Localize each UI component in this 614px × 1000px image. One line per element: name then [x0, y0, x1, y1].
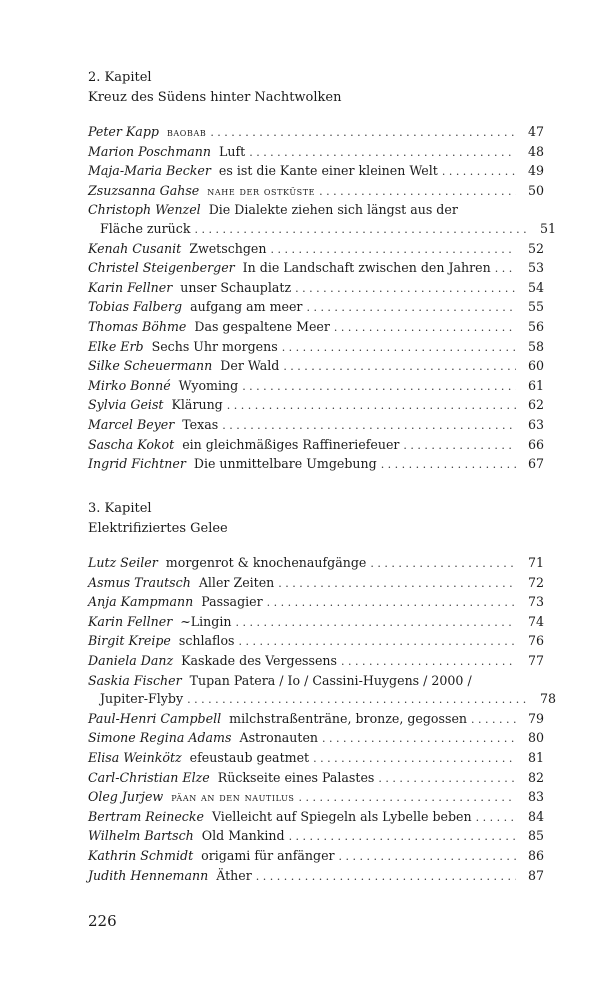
entry-title: Kaskade des Vergessens — [181, 652, 337, 668]
entry-title: Zwetschgen — [189, 240, 267, 256]
entry-title: Aller Zeiten — [198, 574, 275, 590]
entry-author: Asmus Trautsch — [88, 574, 191, 590]
toc-entry — [88, 240, 544, 260]
entry-line — [88, 123, 544, 143]
dot-leader — [381, 456, 516, 475]
toc-entry — [88, 632, 544, 652]
toc-entry — [88, 710, 544, 730]
entry-author: Anja Kampmann — [88, 594, 194, 610]
entry-page-number: 78 — [539, 691, 556, 707]
entry-title: Die Dialekte ziehen sich längst aus der — [208, 202, 458, 218]
dot-leader — [283, 358, 516, 377]
toc-entry — [88, 318, 544, 338]
entry-page-number: 49 — [527, 163, 544, 179]
entry-page-number: 54 — [527, 279, 544, 295]
entry-line — [88, 574, 544, 594]
dot-leader — [242, 378, 516, 397]
entry-title: Passagier — [201, 594, 263, 610]
dot-leader — [236, 614, 517, 633]
entry-author: Birgit Kreipe — [88, 633, 171, 649]
entry-author: Sascha Kokot — [88, 436, 175, 452]
toc-entry — [88, 593, 544, 613]
entry-title: Rückseite eines Palastes — [217, 769, 375, 785]
entry-author: Elisa Weinkötz — [88, 749, 182, 765]
entry-title: Das gespaltene Meer — [194, 318, 330, 334]
entry-author: Maja-Maria Becker — [88, 163, 211, 179]
entry-title: Texas — [182, 416, 219, 432]
toc-entry — [88, 455, 544, 475]
dot-leader — [210, 124, 516, 143]
entry-page-number: 48 — [527, 143, 544, 159]
toc-entry — [88, 182, 544, 202]
entry-line — [88, 298, 544, 318]
entry-line — [88, 867, 544, 887]
entry-title: es ist die Kante einer kleinen Welt — [218, 163, 438, 179]
toc-entry — [88, 259, 544, 279]
dot-leader — [256, 868, 516, 887]
entry-page-number: 77 — [527, 652, 544, 668]
entry-author: Oleg Jurjew — [88, 789, 164, 805]
dot-leader — [194, 221, 528, 240]
entry-title: Klärung — [171, 397, 223, 413]
entry-line — [88, 436, 544, 456]
chapter-label: 3. Kapitel — [88, 501, 152, 516]
toc-entry — [88, 613, 544, 633]
entry-line — [88, 749, 544, 769]
toc-entry — [88, 729, 544, 749]
entry-page-number: 71 — [527, 555, 544, 570]
toc-entry — [88, 749, 544, 769]
entry-author: Carl-Christian Elze — [88, 769, 210, 785]
dot-leader — [313, 750, 516, 769]
entry-title: Tupan Patera / Io / Cassini-Huygens / 2000 / — [189, 672, 472, 688]
entry-title: Die unmittelbare Umgebung — [193, 456, 377, 472]
dot-leader — [222, 417, 516, 436]
toc-entry — [88, 143, 544, 163]
dot-leader — [278, 575, 516, 594]
entry-title: ~Lingin — [180, 613, 232, 629]
toc-entry — [88, 298, 544, 318]
dot-leader — [370, 555, 516, 574]
dot-leader — [270, 241, 516, 260]
entry-line — [88, 220, 556, 240]
entry-page-number: 47 — [527, 124, 544, 139]
entry-title-continued: Fläche zurück — [100, 220, 191, 236]
entry-author: Marion Poschmann — [88, 143, 211, 159]
toc-entry — [88, 357, 544, 377]
toc-entry — [88, 808, 544, 828]
entry-title: Wyoming — [178, 377, 239, 393]
entry-page-number: 76 — [527, 633, 544, 649]
entry-line — [88, 357, 544, 377]
entry-title: unser Schauplatz — [180, 279, 292, 295]
entry-title: nahe der ostküste — [207, 183, 316, 198]
toc-entry — [88, 396, 544, 416]
entry-page-number: 79 — [527, 710, 544, 726]
entry-author: Karin Fellner — [88, 279, 173, 295]
toc-entry — [88, 672, 556, 710]
entry-line — [88, 240, 544, 260]
entry-line — [88, 672, 544, 691]
entry-page-number: 87 — [527, 867, 544, 883]
chapter-entries — [88, 123, 556, 475]
entry-line — [88, 279, 544, 299]
entry-page-number: 53 — [527, 260, 544, 276]
entry-author: Simone Regina Adams — [88, 730, 232, 746]
entry-page-number: 62 — [527, 397, 544, 413]
entry-author: Karin Fellner — [88, 613, 173, 629]
dot-leader — [442, 163, 516, 182]
chapter-2 — [88, 68, 556, 472]
chapter-3 — [88, 499, 556, 883]
entry-author: Judith Hennemann — [88, 867, 209, 883]
toc-entry — [88, 788, 544, 808]
chapter-entries — [88, 554, 556, 886]
dot-leader — [341, 653, 516, 672]
entry-page-number: 86 — [527, 847, 544, 863]
entry-title: In die Landschaft zwischen den Jahren — [242, 260, 491, 276]
entry-page-number: 82 — [527, 769, 544, 785]
entry-page-number: 66 — [527, 436, 544, 452]
entry-line — [88, 827, 544, 847]
dot-leader — [476, 809, 516, 828]
entry-title: milchstraßenträne, bronze, gegossen — [229, 710, 468, 726]
entry-title: päan an den nautilus — [171, 790, 295, 805]
entry-page-number: 74 — [527, 613, 544, 629]
dot-leader — [282, 339, 516, 358]
toc-entry — [88, 162, 544, 182]
dot-leader — [339, 848, 516, 867]
entry-title: Der Wald — [220, 358, 280, 374]
entry-line — [88, 652, 544, 672]
dot-leader — [227, 397, 516, 416]
entry-title: Äther — [216, 867, 252, 883]
entry-page-number: 73 — [527, 594, 544, 610]
entry-line — [88, 338, 544, 358]
entry-line — [88, 143, 544, 163]
toc-entry — [88, 827, 544, 847]
toc-entry — [88, 769, 544, 789]
entry-author: Daniela Danz — [88, 652, 174, 668]
entry-line — [88, 788, 544, 808]
entry-title: Astronauten — [239, 730, 319, 746]
entry-line — [88, 769, 544, 789]
entry-line — [88, 396, 544, 416]
entry-author: Lutz Seiler — [88, 555, 158, 570]
entry-page-number: 58 — [527, 338, 544, 354]
toc-entry — [88, 377, 544, 397]
entry-line — [88, 632, 544, 652]
toc-entry — [88, 123, 544, 143]
entry-page-number: 67 — [527, 456, 544, 472]
dot-leader — [319, 183, 516, 202]
toc-entry — [88, 338, 544, 358]
entry-line — [88, 162, 544, 182]
dot-leader — [471, 711, 516, 730]
entry-line — [88, 613, 544, 633]
entry-line — [88, 593, 544, 613]
toc-entry — [88, 652, 544, 672]
entry-author: Kathrin Schmidt — [88, 847, 194, 863]
entry-title: morgenrot & knochenaufgänge — [165, 555, 367, 570]
entry-title: aufgang am meer — [190, 299, 303, 315]
entry-page-number: 60 — [527, 358, 544, 374]
entry-page-number: 55 — [527, 299, 544, 315]
entry-line — [88, 455, 544, 475]
entry-line — [88, 729, 544, 749]
entry-page-number: 72 — [527, 574, 544, 590]
entry-author: Bertram Reinecke — [88, 808, 204, 824]
entry-author: Wilhelm Bartsch — [88, 828, 194, 844]
entry-line — [88, 201, 544, 220]
toc-entry — [88, 416, 544, 436]
entry-page-number: 56 — [527, 318, 544, 334]
entry-author: Christoph Wenzel — [88, 202, 201, 218]
entry-author: Silke Scheuermann — [88, 358, 213, 374]
toc-entry — [88, 201, 556, 239]
dot-leader — [334, 319, 516, 338]
entry-line — [88, 182, 544, 202]
entry-page-number: 81 — [527, 749, 544, 765]
entry-author: Paul-Henri Campbell — [88, 710, 222, 726]
entry-page-number: 50 — [527, 182, 544, 198]
entry-title: origami für anfänger — [201, 847, 335, 863]
entry-author: Zsuzsanna Gahse — [88, 182, 200, 198]
toc-entry — [88, 847, 544, 867]
entry-line — [88, 259, 544, 279]
entry-title: Old Mankind — [201, 828, 285, 844]
toc-entry — [88, 867, 544, 887]
entry-author: Sylvia Geist — [88, 397, 164, 413]
entry-title: Luft — [219, 143, 246, 159]
entry-title: Vielleicht auf Spiegeln als Lybelle beben — [211, 808, 472, 824]
entry-line — [88, 847, 544, 867]
entry-title: Sechs Uhr morgens — [151, 338, 278, 354]
entry-page-number: 51 — [539, 220, 556, 236]
dot-leader — [267, 594, 516, 613]
entry-author: Christel Steigenberger — [88, 260, 235, 276]
entry-line — [88, 318, 544, 338]
chapter-subtitle: Kreuz des Südens hinter Nachtwolken — [88, 90, 342, 105]
entry-line — [88, 690, 556, 710]
entry-page-number: 83 — [527, 789, 544, 805]
chapter-label: 2. Kapitel — [88, 70, 152, 85]
dot-leader — [378, 770, 516, 789]
entry-title: baobab — [166, 125, 207, 139]
toc-entry — [88, 279, 544, 299]
dot-leader — [249, 144, 516, 163]
entry-author: Mirko Bonné — [88, 377, 171, 393]
entry-page-number: 84 — [527, 808, 544, 824]
toc-entry — [88, 554, 544, 574]
dot-leader — [239, 633, 517, 652]
entry-author: Tobias Falberg — [88, 299, 183, 315]
entry-line — [88, 808, 544, 828]
entry-title: efeustaub geatmet — [189, 749, 310, 765]
chapter-subtitle: Elektrifiziertes Gelee — [88, 521, 228, 536]
entry-author: Kenah Cusanit — [88, 240, 182, 256]
entry-title: schlaflos — [178, 633, 235, 649]
entry-author: Saskia Fischer — [88, 672, 182, 688]
entry-page-number: 52 — [527, 240, 544, 256]
entry-page-number: 80 — [527, 730, 544, 746]
entry-line — [88, 416, 544, 436]
entry-line — [88, 377, 544, 397]
dot-leader — [187, 691, 528, 710]
dot-leader — [322, 730, 516, 749]
entry-author: Elke Erb — [88, 338, 144, 354]
toc-entry — [88, 436, 544, 456]
dot-leader — [299, 789, 516, 808]
dot-leader — [403, 437, 516, 456]
entry-page-number: 63 — [527, 416, 544, 432]
entry-author: Peter Kapp — [88, 124, 159, 139]
dot-leader — [295, 280, 516, 299]
dot-leader — [306, 299, 516, 318]
entry-page-number: 61 — [527, 377, 544, 393]
dot-leader — [495, 260, 516, 279]
dot-leader — [289, 828, 516, 847]
entry-line — [88, 554, 544, 574]
entry-author: Thomas Böhme — [88, 318, 187, 334]
page-number: 226 — [88, 912, 117, 930]
toc-entry — [88, 574, 544, 594]
entry-title: ein gleichmäßiges Raffineriefeuer — [182, 436, 400, 452]
entry-line — [88, 710, 544, 730]
entry-author: Ingrid Fichtner — [88, 456, 186, 472]
entry-title-continued: Jupiter-Flyby — [100, 691, 184, 707]
entry-author: Marcel Beyer — [88, 416, 175, 432]
entry-page-number: 85 — [527, 828, 544, 844]
